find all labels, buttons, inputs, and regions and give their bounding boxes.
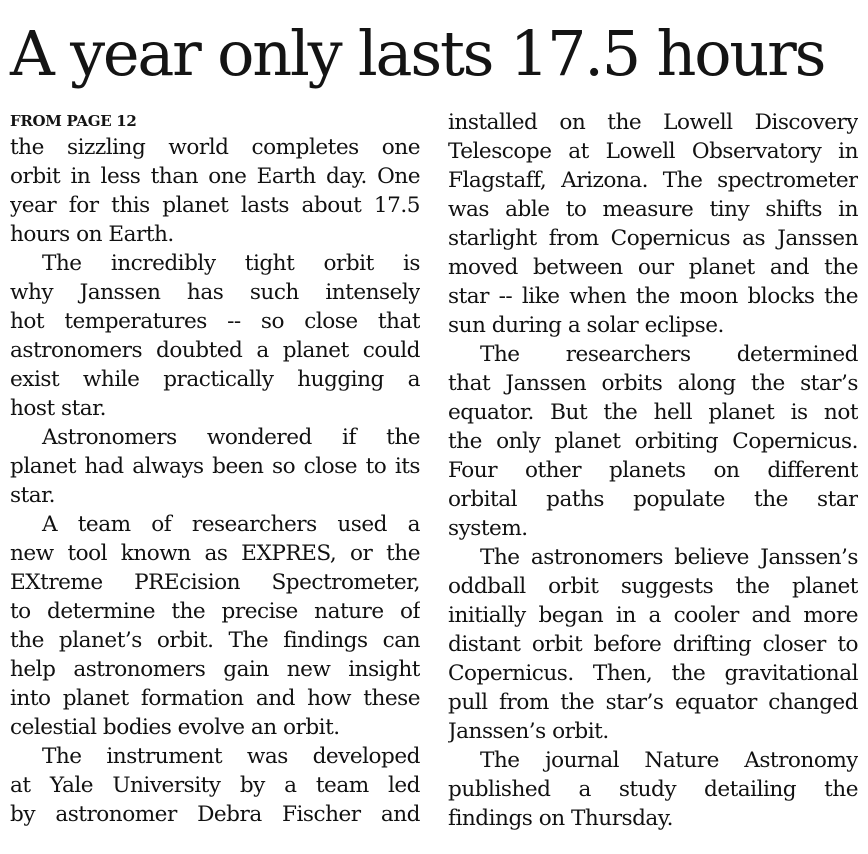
text-line: pull from the star’s equator changed (448, 690, 858, 715)
text-line: The researchers determined (480, 342, 858, 367)
text-line: planet had always been so close to its (10, 454, 420, 479)
text-line: celestial bodies evolve an orbit. (10, 715, 340, 740)
text-line: that Janssen orbits along the star’s (448, 371, 858, 396)
text-line: distant orbit before drifting closer to (448, 632, 858, 657)
text-line: A team of researchers used a (42, 512, 420, 537)
text-line: was able to measure tiny shifts in (448, 197, 858, 222)
text-line: by astronomer Debra Fischer and (10, 802, 420, 827)
text-line: help astronomers gain new insight (10, 657, 420, 682)
text-line: exist while practically hugging a (10, 367, 420, 392)
text-line: the only planet orbiting Copernicus. (448, 429, 858, 454)
text-line: orbit in less than one Earth day. One (10, 164, 420, 189)
text-line: Janssen’s orbit. (448, 719, 609, 744)
text-line: orbital paths populate the star (448, 487, 858, 512)
text-line: the sizzling world completes one (10, 135, 420, 160)
text-line: initially began in a cooler and more (448, 603, 858, 628)
text-line: Four other planets on different (448, 458, 858, 483)
text-line: star -- like when the moon blocks the (448, 284, 858, 309)
text-line: The journal Nature Astronomy (480, 748, 858, 773)
text-line: EXtreme PREcision Spectrometer, (10, 570, 420, 595)
text-line: Copernicus. Then, the gravitational (448, 661, 858, 686)
text-line: The incredibly tight orbit is (42, 251, 420, 276)
text-line: host star. (10, 396, 106, 421)
text-line: The astronomers believe Janssen’s (480, 545, 858, 570)
text-line: astronomers doubted a planet could (10, 338, 420, 363)
continued-from-label: FROM PAGE 12 (10, 112, 137, 130)
text-line: starlight from Copernicus as Janssen (448, 226, 858, 251)
text-line: year for this planet lasts about 17.5 (10, 193, 420, 218)
text-line: Flagstaff, Arizona. The spectrometer (448, 168, 858, 193)
text-line: Astronomers wondered if the (42, 425, 420, 450)
article-column-right (448, 108, 858, 833)
text-line: sun during a solar eclipse. (448, 313, 724, 338)
text-line: hours on Earth. (10, 222, 174, 247)
text-line: star. (10, 483, 55, 508)
text-line: why Janssen has such intensely (10, 280, 420, 305)
text-line: new tool known as EXPRES, or the (10, 541, 420, 566)
text-line: oddball orbit suggests the planet (448, 574, 858, 599)
text-line: findings on Thursday. (448, 806, 673, 831)
headline: A year only lasts 17.5 hours (10, 17, 825, 90)
text-line: into planet formation and how these (10, 686, 420, 711)
text-line: at Yale University by a team led (10, 773, 420, 798)
text-line: the planet’s orbit. The findings can (10, 628, 420, 653)
text-line: The instrument was developed (42, 744, 420, 769)
text-line: equator. But the hell planet is not (448, 400, 858, 425)
text-line: moved between our planet and the (448, 255, 858, 280)
text-line: published a study detailing the (448, 777, 858, 802)
article-column-left (10, 133, 420, 829)
text-line: to determine the precise nature of (10, 599, 420, 624)
text-line: Telescope at Lowell Observatory in (448, 139, 858, 164)
text-line: installed on the Lowell Discovery (448, 110, 858, 135)
text-line: system. (448, 516, 528, 541)
text-line: hot temperatures -- so close that (10, 309, 420, 334)
